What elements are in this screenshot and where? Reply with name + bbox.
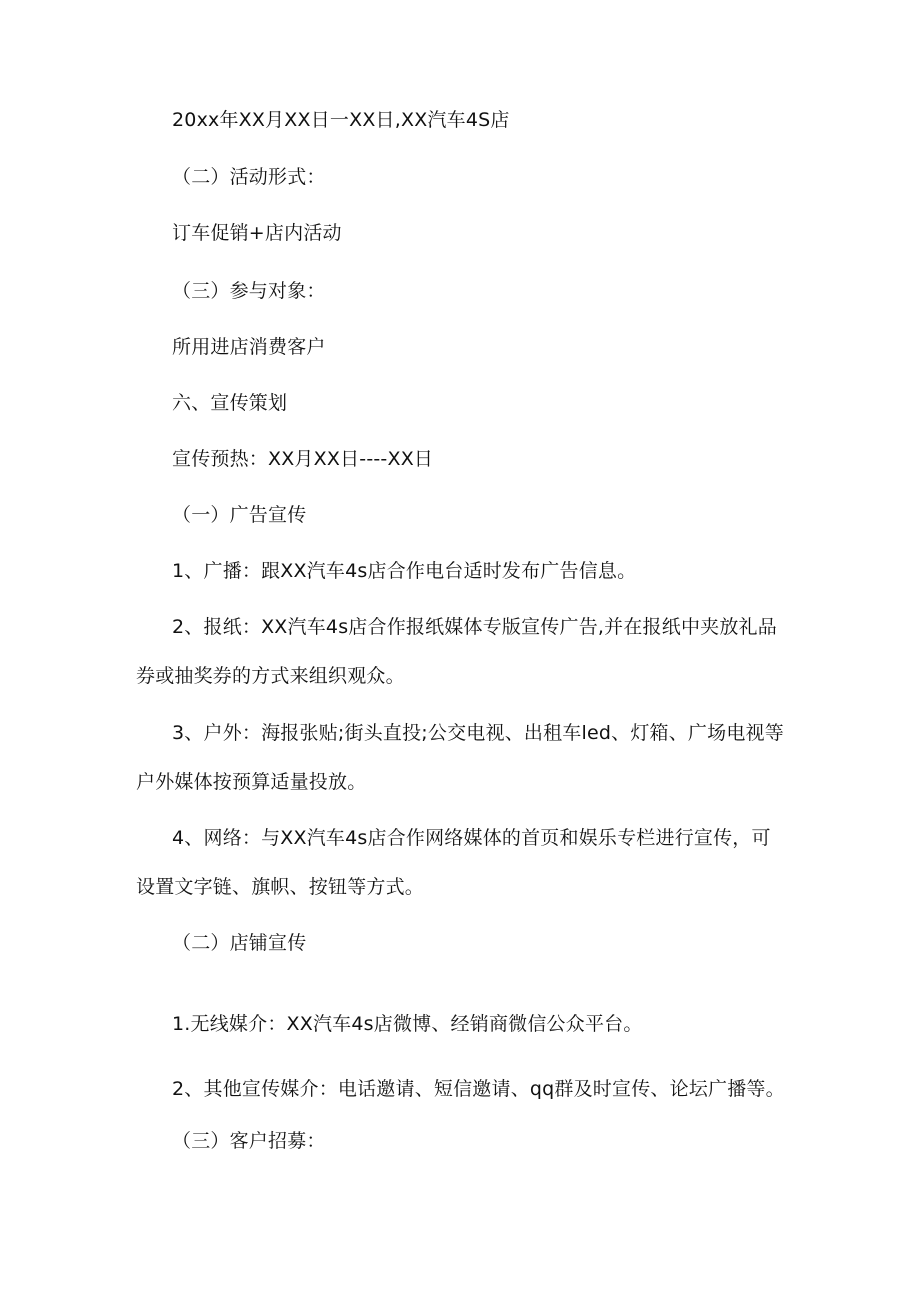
item-outdoor-continued: 户外媒体按预算适量投放。 [136,771,367,793]
heading-participants: （三）参与对象： [172,280,326,302]
item-radio: 1、广播：跟XX汽车4s店合作电台适时发布广告信息。 [172,560,637,582]
item-wireless-media: 1.无线媒介：XX汽车4s店微博、经销商微信公众平台。 [172,1013,643,1035]
event-date-location: 20xx年XX月XX日一XX日,XX汽车4S店 [172,109,510,131]
heading-store-promotion: （二）店铺宣传 [172,932,307,954]
participants-text: 所用进店消费客户 [172,336,326,358]
item-other-media: 2、其他宣传媒介：电话邀请、短信邀请、qq群及时宣传、论坛广播等。 [172,1078,785,1100]
item-online: 4、网络：与XX汽车4s店合作网络媒体的首页和娱乐专栏进行宣传，可 [172,827,771,849]
activity-format-text: 订车促销+店内活动 [172,222,342,244]
heading-customer-recruitment: （三）客户招募： [172,1130,326,1152]
section-heading-promotion: 六、宣传策划 [172,392,288,414]
promotion-warmup: 宣传预热：XX月XX日----XX日 [172,448,434,470]
item-outdoor: 3、户外：海报张贴;街头直投;公交电视、出租车led、灯箱、广场电视等 [172,722,784,744]
heading-activity-format: （二）活动形式： [172,166,326,188]
item-newspaper-continued: 券或抽奖券的方式来组织观众。 [136,665,405,687]
item-online-continued: 设置文字链、旗帜、按钮等方式。 [136,876,425,898]
item-newspaper: 2、报纸：XX汽车4s店合作报纸媒体专版宣传广告,并在报纸中夹放礼品 [172,616,777,638]
heading-advertising: （一）广告宣传 [172,504,307,526]
